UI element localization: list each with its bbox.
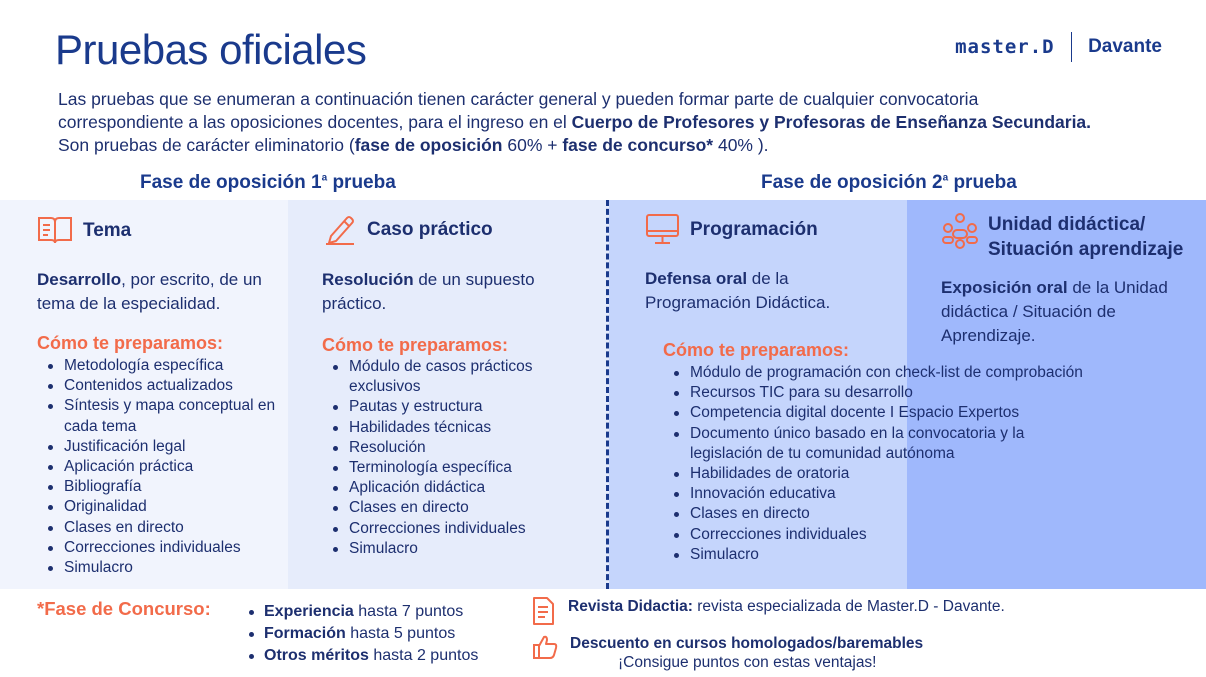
unidad-description [941,276,1176,348]
list-item: Originalidad [37,497,282,517]
list-item: Competencia digital docente I Espacio Expertos [663,403,1143,423]
concurso-item-rest: hasta 5 puntos [345,625,456,642]
list-item: Innovación educativa [663,484,1143,504]
list-item: Recursos TIC para su desarrollo [663,383,1143,403]
list-item: Módulo de programación con check-list de comprobación [663,363,1143,383]
list-item: Clases en directo [322,498,587,518]
master-d-logo: master.D [955,36,1055,58]
concurso-list [247,601,478,667]
monitor-icon [645,212,680,246]
list-item: Resolución [322,438,587,458]
page-title: Pruebas oficiales [55,26,367,73]
list-item [247,645,478,667]
revista-bold: Revista Didactia: [568,598,693,615]
list-item [247,623,478,645]
caso-desc-rest: de un supuesto práctico. [322,270,535,313]
unidad-desc-bold: Exposición oral [941,278,1068,297]
phase-2-text: Fase de oposición 2 [761,172,943,193]
programacion-desc-bold: Defensa oral [645,269,748,288]
phase-1-heading [140,172,396,194]
list-item: Pautas y estructura [322,397,587,417]
intro-line-3-e: 40% ). [713,135,769,155]
list-item: Simulacro [663,545,1143,565]
thumbs-up-icon [532,634,558,665]
intro-line-2 [58,111,1183,134]
davante-logo: Davante [1088,36,1162,57]
unidad-card-header [942,212,1183,262]
logo-divider [1071,32,1073,62]
tema-prep-list [37,356,282,578]
list-item: Aplicación didáctica [322,478,587,498]
programacion-title: Programación [690,218,818,240]
revista-advantage [531,596,1005,631]
tema-desc-rest: , por escrito, de un tema de la especialidad. [37,270,262,313]
document-icon [531,596,556,631]
list-item: Aplicación práctica [37,457,282,477]
phase-2-sup: a [942,172,949,184]
list-item: Correcciones individuales [322,519,587,539]
list-item: Correcciones individuales [37,538,282,558]
programacion-desc-rest: de la Programación Didáctica. [645,269,831,312]
caso-desc-bold: Resolución [322,270,414,289]
programacion-prep-list [663,363,1143,565]
brand-logos [955,32,1162,62]
intro-line-3-b: fase de oposición [354,135,503,155]
phase-1-text: Fase de oposición 1 [140,172,322,193]
tema-title: Tema [83,219,132,241]
list-item: Terminología específica [322,458,587,478]
pencil-icon [323,212,357,246]
intro-line-1: Las pruebas que se enumeran a continuación tienen carácter general y pueden formar parte de cualquier convocatoria [58,89,979,109]
concurso-item-bold: Otros méritos [264,647,369,664]
caso-card-header [323,212,493,246]
programacion-description [645,267,885,315]
intro-line-3-a: Son pruebas de carácter eliminatorio ( [58,135,355,155]
list-item: Clases en directo [663,504,1143,524]
caso-prep-list [322,357,587,559]
list-item: Bibliografía [37,477,282,497]
phase-1-suffix: prueba [327,172,396,193]
revista-text [568,598,1005,616]
caso-title: Caso práctico [367,218,493,240]
list-item: Simulacro [322,539,587,559]
tema-card-header [37,214,131,246]
tema-description [37,268,277,316]
phase-1-sup: a [321,172,328,184]
list-item: Habilidades técnicas [322,418,587,438]
revista-rest: revista especializada de Master.D - Davante. [692,598,1005,615]
list-item: Módulo de casos prácticos exclusivos [322,357,587,397]
programacion-prep-heading: Cómo te preparamos: [663,340,850,360]
intro-line-2-text: correspondiente a las oposiciones docentes, para el ingreso en el [58,112,572,132]
book-icon [37,214,73,246]
phase-divider [606,200,609,589]
tema-prep-heading: Cómo te preparamos: [37,333,224,353]
intro-line-3-c: 60% + [502,135,563,155]
intro-line-2-bold: Cuerpo de Profesores y Profesoras de Enseñanza Secundaria. [571,112,1092,132]
programacion-card-header [645,212,818,246]
concurso-label: *Fase de Concurso: [37,598,211,619]
list-item [247,601,478,623]
list-item: Clases en directo [37,518,282,538]
list-item: Documento único basado en la convocatoria y la legislación de tu comunidad autónoma [663,424,1063,464]
people-icon [942,212,978,250]
descuento-text: Descuento en cursos homologados/baremables [570,635,924,652]
tema-desc-bold: Desarrollo [37,270,122,289]
list-item: Habilidades de oratoria [663,464,1143,484]
tagline: ¡Consigue puntos con estas ventajas! [618,654,877,671]
unidad-desc-rest: de la Unidad didáctica / Situación de Aprendizaje. [941,278,1168,345]
unidad-title-line-1: Unidad didáctica/ [988,214,1146,235]
unidad-title [988,212,1183,262]
intro-line-3-d: fase de concurso* [562,135,714,155]
caso-description [322,268,572,316]
concurso-item-bold: Formación [264,625,346,642]
phase-2-heading [761,172,1017,194]
concurso-item-rest: hasta 2 puntos [368,647,479,664]
unidad-title-line-2: Situación aprendizaje [988,239,1184,260]
concurso-item-rest: hasta 7 puntos [353,603,464,620]
caso-prep-heading: Cómo te preparamos: [322,335,509,355]
list-item: Justificación legal [37,437,282,457]
list-item: Contenidos actualizados [37,376,282,396]
list-item: Simulacro [37,558,282,578]
intro-text [58,88,1183,157]
list-item: Síntesis y mapa conceptual en cada tema [37,396,282,436]
list-item: Correcciones individuales [663,525,1143,545]
intro-line-3 [58,134,1183,157]
phase-2-suffix: prueba [948,172,1017,193]
concurso-item-bold: Experiencia [264,603,354,620]
list-item: Metodología específica [37,356,282,376]
